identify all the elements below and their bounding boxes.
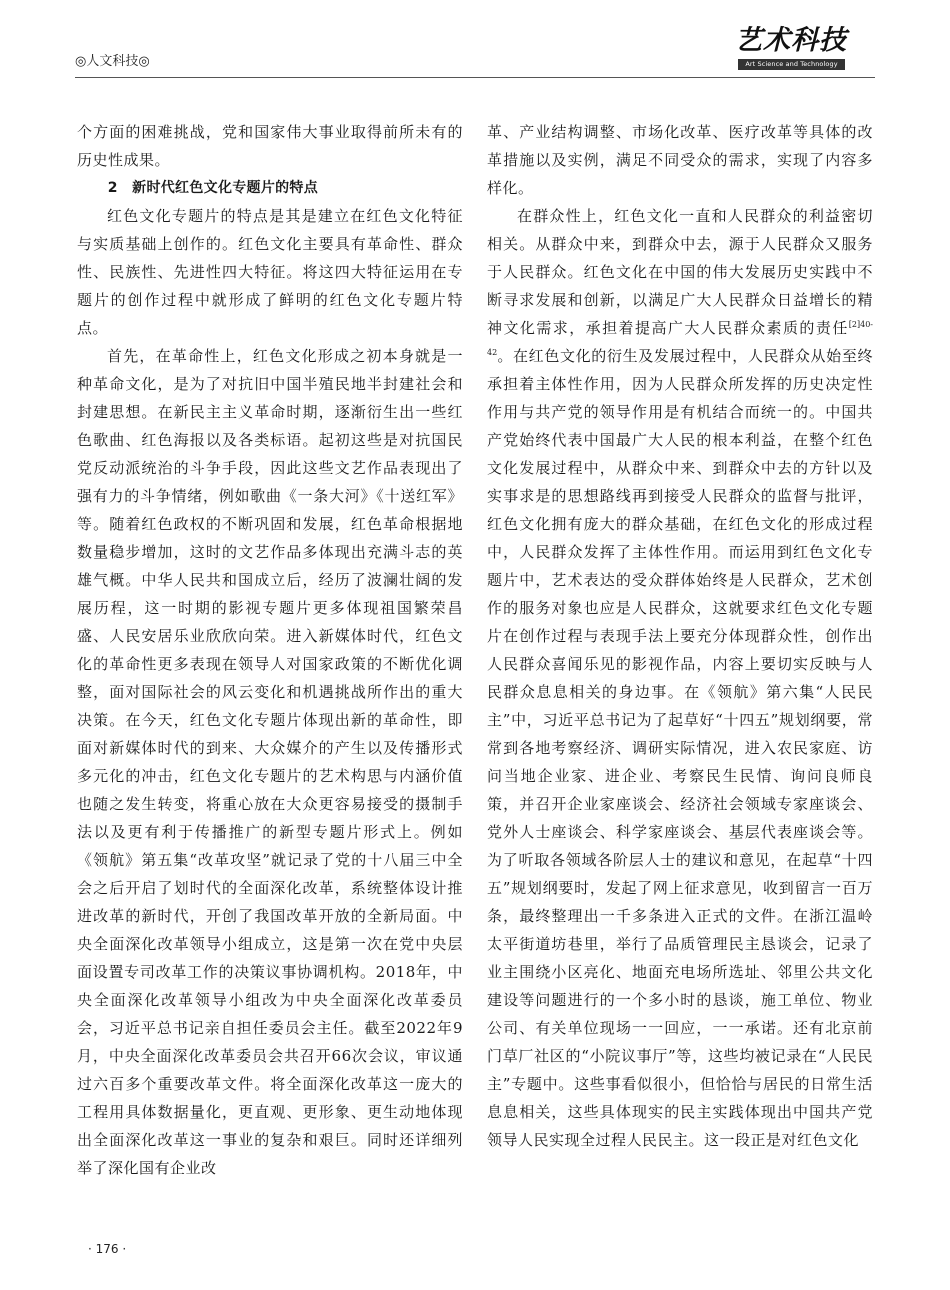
- paragraph-text: 。在红色文化的衍生及发展过程中，人民群众从始至终承担着主体性作用，因为人民群众所发挥的历史决定性作用与共产党的领导作用是有机结合而统一的。中国共产党始终代表中国最广大人民的根本利益，在整个红色文化发展过程中，从群众中来、到群众中去的方针以及实事求是的思想路线再到接受人民群众的监督与批评，红色文化拥有庞大的群众基础，在红色文化的形成过程中，人民群众发挥了主体性作用。而运用到红色文化专题片中，艺术表达的受众群体始终是人民群众，艺术创作的服务对象也应是人民群众，这就要求红色文化专题片在创作过程与表现手法上要充分体现群众性，创作出人民群众喜闻乐见的影视作品，内容上要切实反映与人民群众息息相关的身边事。在《领航》第六集“人民民主”中，习近平总书记为了起草好“十四五”规划纲要，常常到各地考察经济、调研实际情况，进入农民家庭、访问当地企业家、进企业、考察民生民情、询问良师良策，并召开企业家座谈会、经济社会领域专家座谈会、党外人士座谈会、科学家座谈会、基层代表座谈会等。为了听取各领域各阶层人士的建议和意见，在起草“十四五”规划纲要时，发起了网上征求意见，收到留言一百万条，最终整理出一千多条进入正式的文件。在浙江温岭太平街道坊巷里，举行了品质管理民主恳谈会，记录了业主围绕小区亮化、地面充电场所选址、邻里公共文化建设等问题进行的一个多小时的恳谈，施工单位、物业公司、有关单位现场一一回应，一一承诺。还有北京前门草厂社区的“小院议事厅”等，这些均被记录在“人民民主”专题中。这些事看似很小，但恰恰与居民的日常生活息息相关，这些具体现实的民主实践体现出中国共产党领导人民实现全过程人民民主。这一段正是对红色文化: [487, 347, 873, 1149]
- citation-reference: [2]40-42: [487, 320, 873, 357]
- paragraph: 红色文化专题片的特点是其是建立在红色文化特征与实质基础上创作的。红色文化主要具有革命性、群众性、民族性、先进性四大特征。将这四大特征运用在专题片的创作过程中就形成了鲜明的红色文化专题片特点。: [77, 207, 463, 337]
- paragraph: 个方面的困难挑战，党和国家伟大事业取得前所未有的历史性成果。: [77, 123, 463, 169]
- paragraph-text: 在群众性上，红色文化一直和人民群众的利益密切相关。从群众中来，到群众中去，源于人民群众又服务于人民群众。红色文化在中国的伟大发展历史实践中不断寻求发展和创新，以满足广大人民群众日益增长的精神文化需求，承担着提高广大人民群众素质的责任: [487, 207, 873, 337]
- left-column: [77, 118, 463, 1182]
- page-number: · 176 ·: [88, 1242, 127, 1256]
- right-column: [487, 118, 873, 1154]
- paragraph: 首先，在革命性上，红色文化形成之初本身就是一种革命文化，是为了对抗旧中国半殖民地半封建社会和封建思想。在新民主主义革命时期，逐渐衍生出一些红色歌曲、红色海报以及各类标语。起初这些是对抗国民党反动派统治的斗争手段，因此这些文艺作品表现出了强有力的斗争情绪，例如歌曲《一条大河》《十送红军》等。随着红色政权的不断巩固和发展，红色革命根据地数量稳步增加，这时的文艺作品多体现出充满斗志的英雄气概。中华人民共和国成立后，经历了波澜壮阔的发展历程，这一时期的影视专题片更多体现祖国繁荣昌盛、人民安居乐业欣欣向荣。进入新媒体时代，红色文化的革命性更多表现在领导人对国家政策的不断优化调整，面对国际社会的风云变化和机遇挑战所作出的重大决策。在今天，红色文化专题片体现出新的革命性，即面对新媒体时代的到来、大众媒介的产生以及传播形式多元化的冲击，红色文化专题片的艺术构思与内涵价值也随之发生转变，将重心放在大众更容易接受的摄制手法以及更有利于传播推广的新型专题片形式上。例如《领航》第五集“改革攻坚”就记录了党的十八届三中全会之后开启了划时代的全面深化改革，系统整体设计推进改革的新时代，开创了我国改革开放的全新局面。中央全面深化改革领导小组成立，这是第一次在党中央层面设置专司改革工作的决策议事协调机构。2018年，中央全面深化改革领导小组改为中央全面深化改革委员会，习近平总书记亲自担任委员会主任。截至2022年9月，中央全面深化改革委员会共召开66次会议，审议通过六百多个重要改革文件。将全面深化改革这一庞大的工程用具体数据量化，更直观、更形象、更生动地体现出全面深化改革这一事业的复杂和艰巨。同时还详细列举了深化国有企业改: [77, 347, 463, 1177]
- paragraph: [487, 202, 873, 1154]
- header-divider: [75, 77, 875, 78]
- paragraph: 革、产业结构调整、市场化改革、医疗改革等具体的改革措施以及实例，满足不同受众的需求，实现了内容多样化。: [487, 123, 873, 197]
- logo-calligraphy: 艺术科技: [735, 25, 847, 56]
- logo-subtitle: Art Science and Technology: [738, 59, 845, 70]
- journal-logo: [735, 24, 847, 74]
- journal-section-label: ◎人文科技◎: [75, 54, 150, 69]
- section-heading: 2 新时代红色文化专题片的特点: [107, 180, 319, 196]
